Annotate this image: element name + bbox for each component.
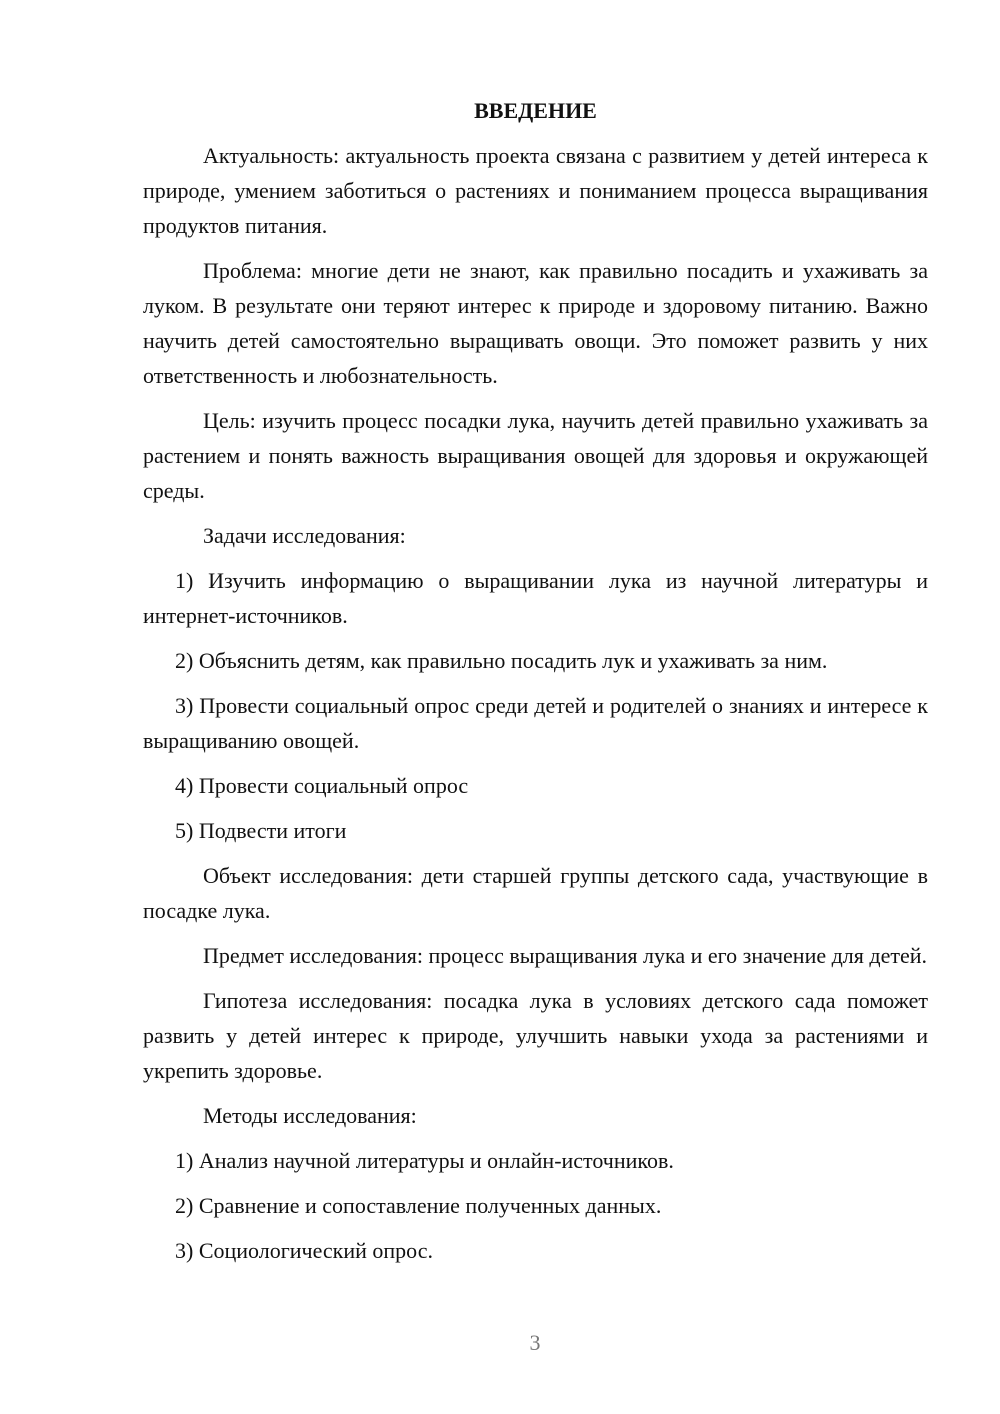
paragraph-methods-heading: Методы исследования: — [203, 1103, 417, 1128]
task-item-1: 1) Изучить информацию о выращивании лука из научной литературы и интернет-источников. — [143, 568, 928, 628]
paragraph-object: Объект исследования: дети старшей группы детского сада, участвующие в посадке лука. — [143, 863, 928, 923]
page-number: 3 — [529, 1330, 541, 1355]
task-item-3: 3) Провести социальный опрос среди детей и родителей о знаниях и интересе к выращиванию овощей. — [143, 693, 928, 753]
paragraph-tasks-heading: Задачи исследования: — [203, 523, 406, 548]
paragraph-subject: Предмет исследования: процесс выращивания лука и его значение для детей. — [203, 943, 928, 968]
paragraph-hypothesis: Гипотеза исследования: посадка лука в условиях детского сада поможет развить у детей интерес к природе, улучшить навыки ухода за растениями и укрепить здоровье. — [143, 988, 928, 1083]
paragraph-problem: Проблема: многие дети не знают, как правильно посадить и ухаживать за луком. В результате они теряют интерес к природе и здоровому питанию. Важно научить детей самостоятельно выращивать овощи. Это поможет развить у них ответственность и любознательность. — [143, 258, 928, 388]
task-item-4: 4) Провести социальный опрос — [175, 773, 469, 798]
method-item-3: 3) Социологический опрос. — [175, 1238, 433, 1263]
task-item-5: 5) Подвести итоги — [175, 818, 347, 843]
section-title: ВВЕДЕНИЕ — [474, 98, 597, 123]
method-item-1: 1) Анализ научной литературы и онлайн-источников. — [175, 1148, 674, 1173]
paragraph-goal: Цель: изучить процесс посадки лука, научить детей правильно ухаживать за растением и понять важность выращивания овощей для здоровья и окружающей среды. — [143, 408, 928, 503]
page-content — [143, 94, 928, 1278]
paragraph-relevance: Актуальность: актуальность проекта связана с развитием у детей интереса к природе, умением заботиться о растениях и пониманием процесса выращивания продуктов питания. — [143, 143, 928, 238]
task-item-2: 2) Объяснить детям, как правильно посадить лук и ухаживать за ним. — [175, 648, 828, 673]
method-item-2: 2) Сравнение и сопоставление полученных данных. — [175, 1193, 662, 1218]
